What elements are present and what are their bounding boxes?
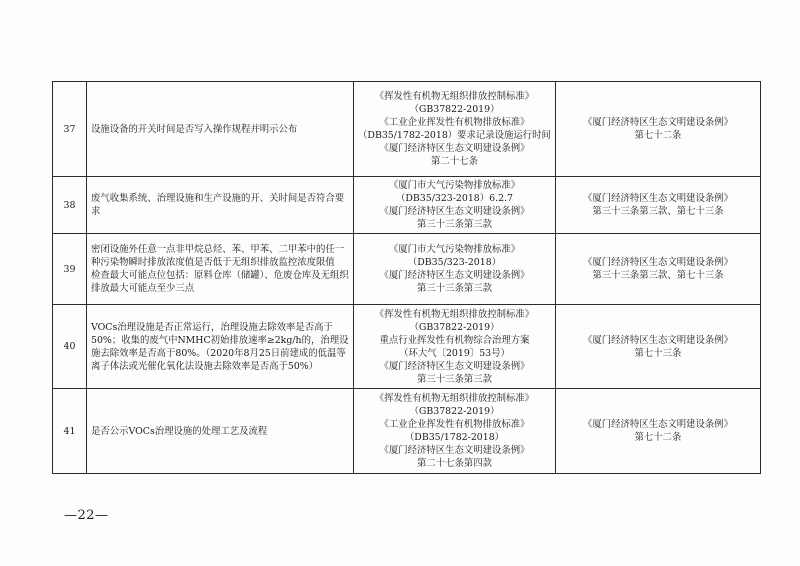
basis-line: （DB35/1782-2018）: [404, 432, 505, 443]
table-row: [53, 305, 761, 389]
basis-line: （环大气〔2019〕53号）: [399, 347, 510, 359]
row-number: 37: [53, 82, 87, 177]
legal-basis: [354, 82, 556, 177]
basis-line: 《厦门经济特区生态文明建设条例》: [379, 143, 530, 154]
table-row: [53, 234, 761, 305]
basis-line: 《工业企业挥发性有机物排放标准》: [379, 419, 530, 430]
penalty-basis: [556, 82, 761, 177]
row-number: 40: [53, 305, 87, 389]
table-row: [53, 177, 761, 234]
basis-line: 第三十三条第三款: [416, 283, 492, 294]
legal-basis: [354, 305, 556, 389]
law-line: 第七十二条: [634, 432, 682, 443]
basis-line: （DB35/323-2018）: [407, 257, 502, 268]
basis-line: 《厦门市大气污染物排放标准》: [388, 180, 521, 191]
basis-line: 《挥发性有机物无组织排放控制标准》: [374, 393, 535, 404]
inspection-item: [87, 234, 354, 305]
law-line: 《厦门经济特区生态文明建设条例》: [582, 419, 733, 430]
legal-basis: [354, 234, 556, 305]
row-number: 38: [53, 177, 87, 234]
basis-line: （DB35/1782-2018）要求记录设施运行时间: [358, 130, 551, 141]
row-number: 41: [53, 389, 87, 474]
inspection-item: 设施设备的开关时间是否写入操作规程并明示公布: [87, 82, 354, 177]
basis-line: （GB37822-2019）: [409, 104, 500, 115]
law-line: 《厦门经济特区生态文明建设条例》: [582, 193, 733, 204]
basis-line: 《厦门经济特区生态文明建设条例》: [379, 270, 530, 281]
basis-line: 《厦门经济特区生态文明建设条例》: [379, 360, 530, 372]
legal-basis: [354, 389, 556, 474]
table-row: [53, 82, 761, 177]
penalty-basis: [556, 389, 761, 474]
page-number: —22—: [64, 508, 109, 523]
inspection-item: 废气收集系统、治理设施和生产设施的开、关时间是否符合要求: [87, 177, 354, 234]
item-paragraph: 密闭设施外任意一点非甲烷总烃、苯、甲苯、二甲苯中的任一种污染物瞬时排放浓度值是否低于无组织排放监控浓度限值: [91, 244, 345, 268]
basis-line: 《厦门经济特区生态文明建设条例》: [379, 445, 530, 456]
basis-line: 《工业企业挥发性有机物排放标准》: [379, 117, 530, 128]
basis-line: 《厦门市大气污染物排放标准》: [388, 244, 521, 255]
law-line: 第七十二条: [634, 130, 682, 141]
penalty-basis: [556, 305, 761, 389]
basis-line: 第二十七条: [431, 156, 478, 167]
law-line: 第七十三条: [634, 347, 682, 359]
table-row: [53, 389, 761, 474]
inspection-item: VOCs治理设施是否正常运行，治理设施去除效率是否高于50%；收集的废气中NMHC初始排放速率≥2kg/h的，治理设施去除效率是否高于80%。（2020年8月25日前建成的低温等离子体法或光催化氧化法设施去除效率是否高于50%）: [87, 305, 354, 389]
basis-line: （DB35/323-2018）6.2.7: [395, 193, 514, 204]
item-paragraph: 检查最大可能点位包括：原料仓库（储罐）、危废仓库及无组织排放最大可能点至少三点: [91, 270, 349, 294]
basis-line: 重点行业挥发性有机物综合治理方案: [379, 334, 530, 346]
law-line: 《厦门经济特区生态文明建设条例》: [582, 334, 733, 346]
law-line: 第三十三条第三款、第七十三条: [592, 206, 724, 217]
basis-line: （GB37822-2019）: [409, 406, 500, 417]
row-number: 39: [53, 234, 87, 305]
law-line: 《厦门经济特区生态文明建设条例》: [582, 257, 733, 268]
basis-line: （GB37822-2019）: [409, 321, 500, 333]
law-line: 第三十三条第三款、第七十三条: [592, 270, 724, 281]
law-line: 《厦门经济特区生态文明建设条例》: [582, 117, 733, 128]
inspection-item: 是否公示VOCs治理设施的处理工艺及流程: [87, 389, 354, 474]
basis-line: 第三十三条第三款: [416, 373, 492, 385]
inspection-table: [52, 81, 761, 474]
basis-line: 第三十三条第三款: [416, 219, 492, 230]
penalty-basis: [556, 234, 761, 305]
basis-line: 《挥发性有机物无组织排放控制标准》: [374, 91, 535, 102]
basis-line: 《挥发性有机物无组织排放控制标准》: [374, 308, 535, 320]
penalty-basis: [556, 177, 761, 234]
legal-basis: [354, 177, 556, 234]
basis-line: 第二十七条第四款: [416, 458, 492, 469]
basis-line: 《厦门经济特区生态文明建设条例》: [379, 206, 530, 217]
